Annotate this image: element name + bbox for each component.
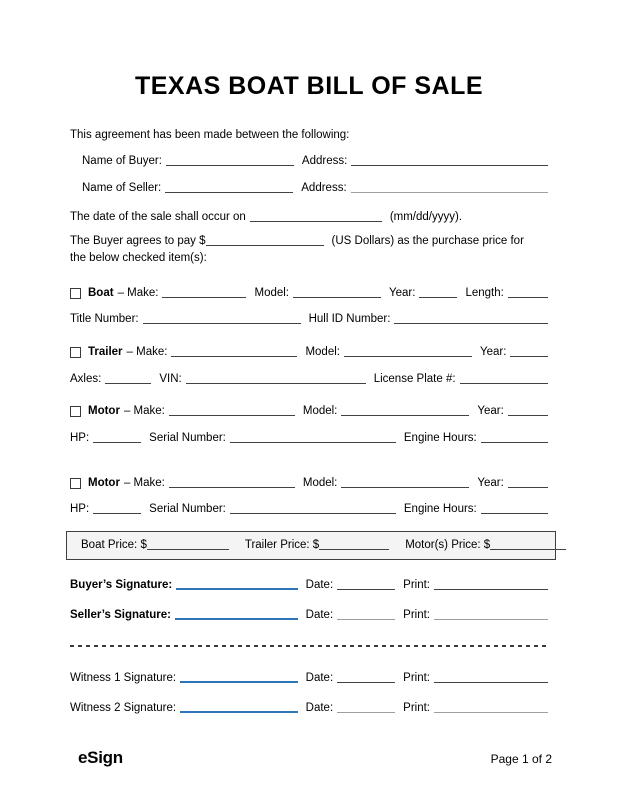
date-format-hint: (mm/dd/yyyy). — [389, 211, 463, 223]
buyer-address-label: Address: — [301, 155, 348, 167]
boat-year-field[interactable] — [419, 295, 457, 298]
title-number-label: Title Number: — [70, 313, 139, 325]
page-number: Page 1 of 2 — [490, 752, 552, 766]
motors-price-field[interactable] — [490, 547, 566, 550]
page-title: TEXAS BOAT BILL OF SALE — [134, 72, 484, 100]
esign-logo: eSign — [78, 748, 123, 767]
trailer-year-field[interactable] — [510, 354, 548, 357]
motor1-detail-row — [70, 432, 548, 447]
witness1-signature-label: Witness 1 Signature: — [70, 672, 177, 684]
boat-length-field[interactable] — [508, 295, 548, 298]
purchase-price-field[interactable] — [206, 243, 324, 246]
trailer-price-label: Trailer Price: $ — [244, 539, 320, 551]
buyer-name-field[interactable] — [166, 163, 294, 166]
sale-date-label: The date of the sale shall occur on — [70, 211, 246, 223]
motor1-engine-hours-label: Engine Hours: — [403, 432, 477, 444]
boat-checkbox[interactable] — [70, 288, 81, 299]
motor1-checkbox[interactable] — [70, 406, 81, 417]
boat-length-label: Length: — [465, 287, 504, 299]
seller-name-label: Name of Seller: — [82, 182, 162, 194]
trailer-make-field[interactable] — [171, 354, 297, 357]
seller-sig-date-field[interactable] — [337, 617, 395, 620]
motor1-serial-label: Serial Number: — [149, 432, 226, 444]
seller-address-field[interactable] — [351, 190, 548, 193]
boat-title-row — [70, 313, 548, 328]
motor2-engine-hours-label: Engine Hours: — [403, 503, 477, 515]
trailer-price-field[interactable] — [319, 547, 389, 550]
witness1-sig-date-field[interactable] — [337, 680, 395, 683]
motor1-year-field[interactable] — [508, 413, 548, 416]
motor2-serial-label: Serial Number: — [149, 503, 226, 515]
motor2-serial-field[interactable] — [230, 511, 396, 514]
seller-signature-label: Seller’s Signature: — [70, 609, 171, 621]
witness1-print-name-field[interactable] — [434, 680, 548, 683]
price-summary-box — [66, 531, 556, 560]
boat-price-field[interactable] — [147, 547, 229, 550]
boat-model-label: Model: — [254, 287, 290, 299]
trailer-model-label: Model: — [305, 346, 340, 358]
motor2-year-label: Year: — [477, 477, 504, 489]
witness1-signature-row — [70, 672, 548, 687]
motor2-checkbox[interactable] — [70, 478, 81, 489]
motor1-serial-field[interactable] — [230, 440, 396, 443]
page-footer — [78, 748, 552, 768]
buyer-print-name-field[interactable] — [434, 587, 548, 590]
sale-date-row — [70, 211, 548, 226]
trailer-model-field[interactable] — [344, 354, 472, 357]
motor2-year-field[interactable] — [508, 485, 548, 488]
purchase-price-row — [70, 235, 548, 250]
buyer-signature-label: Buyer’s Signature: — [70, 579, 173, 591]
boat-title-number-field[interactable] — [143, 321, 301, 324]
boat-row — [70, 287, 548, 302]
motor1-item-name: Motor — [88, 405, 120, 417]
motor1-make-label: – Make: — [123, 405, 165, 417]
witness2-print-label: Print: — [403, 702, 430, 714]
motor2-model-field[interactable] — [341, 485, 469, 488]
seller-row — [70, 182, 548, 197]
vin-label: VIN: — [159, 373, 182, 385]
motor2-make-label: – Make: — [123, 477, 165, 489]
boat-hull-id-field[interactable] — [394, 321, 548, 324]
motor1-row — [70, 405, 548, 420]
trailer-axles-field[interactable] — [105, 381, 151, 384]
buyer-name-label: Name of Buyer: — [82, 155, 162, 167]
boat-price-label: Boat Price: $ — [81, 539, 147, 551]
trailer-item-name: Trailer — [88, 346, 123, 358]
seller-signature-row — [70, 609, 548, 624]
pay-suffix-label: (US Dollars) as the purchase price for — [331, 235, 524, 247]
witness1-sig-date-label: Date: — [305, 672, 334, 684]
boat-model-field[interactable] — [293, 295, 381, 298]
seller-name-field[interactable] — [165, 190, 293, 193]
boat-year-label: Year: — [389, 287, 416, 299]
witness2-sig-date-label: Date: — [305, 702, 334, 714]
boat-item-name: Boat — [88, 287, 114, 299]
motor1-model-label: Model: — [302, 405, 338, 417]
witness2-print-name-field[interactable] — [434, 710, 548, 713]
motor2-model-label: Model: — [302, 477, 338, 489]
motor1-engine-hours-field[interactable] — [481, 440, 548, 443]
seller-signature-field[interactable] — [175, 616, 298, 620]
motor1-hp-label: HP: — [70, 432, 90, 444]
buyer-sig-date-field[interactable] — [337, 587, 395, 590]
motor2-engine-hours-field[interactable] — [481, 511, 548, 514]
motor2-hp-label: HP: — [70, 503, 90, 515]
seller-sig-date-label: Date: — [305, 609, 334, 621]
seller-print-label: Print: — [403, 609, 430, 621]
witness2-signature-row — [70, 702, 548, 717]
trailer-make-label: – Make: — [126, 346, 168, 358]
sale-date-field[interactable] — [250, 219, 382, 222]
motor1-year-label: Year: — [477, 405, 504, 417]
trailer-year-label: Year: — [479, 346, 507, 358]
buyer-signature-row — [70, 579, 548, 594]
witness2-signature-label: Witness 2 Signature: — [70, 702, 177, 714]
agreement-intro: This agreement has been made between the following: — [70, 129, 350, 141]
license-plate-label: License Plate #: — [373, 373, 456, 385]
buyer-print-label: Print: — [403, 579, 430, 591]
agreement-intro-row — [70, 129, 548, 144]
buyer-address-field[interactable] — [351, 163, 548, 166]
dashed-separator — [70, 645, 548, 647]
pay-prefix-label: The Buyer agrees to pay $ — [70, 235, 206, 247]
buyer-sig-date-label: Date: — [305, 579, 334, 591]
motor1-model-field[interactable] — [341, 413, 469, 416]
witness2-sig-date-field[interactable] — [337, 710, 395, 713]
motor1-make-field[interactable] — [169, 413, 295, 416]
hull-id-label: Hull ID Number: — [308, 313, 391, 325]
boat-make-field[interactable] — [162, 295, 246, 298]
motor2-make-field[interactable] — [169, 485, 295, 488]
witness1-print-label: Print: — [403, 672, 430, 684]
trailer-checkbox[interactable] — [70, 347, 81, 358]
motor1-hp-field[interactable] — [93, 440, 141, 443]
trailer-vin-field[interactable] — [186, 381, 366, 384]
motor2-row — [70, 477, 548, 492]
witness2-signature-field[interactable] — [180, 709, 298, 713]
boat-make-label: – Make: — [117, 287, 159, 299]
witness1-signature-field[interactable] — [180, 679, 298, 683]
trailer-row — [70, 346, 548, 361]
motor2-detail-row — [70, 503, 548, 518]
motors-price-label: Motor(s) Price: $ — [405, 539, 491, 551]
purchase-price-paragraph — [70, 235, 548, 267]
buyer-signature-field[interactable] — [176, 586, 297, 590]
trailer-detail-row — [70, 373, 548, 388]
pay-line2: the below checked item(s): — [70, 252, 207, 264]
axles-label: Axles: — [70, 373, 102, 385]
trailer-license-plate-field[interactable] — [460, 381, 548, 384]
motor2-item-name: Motor — [88, 477, 120, 489]
motor2-hp-field[interactable] — [93, 511, 141, 514]
buyer-row — [70, 155, 548, 170]
seller-print-name-field[interactable] — [434, 617, 548, 620]
seller-address-label: Address: — [301, 182, 347, 194]
